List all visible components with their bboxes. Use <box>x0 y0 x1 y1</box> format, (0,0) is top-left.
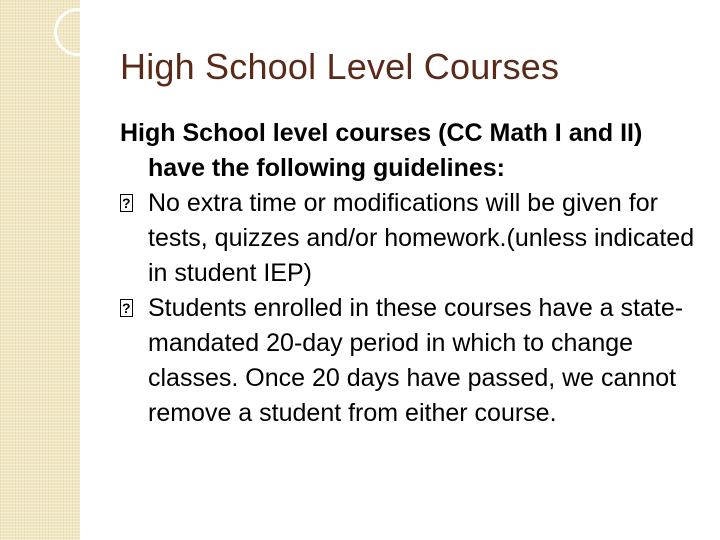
missing-glyph-icon <box>120 291 148 326</box>
slide-title: High School Level Courses <box>120 46 560 87</box>
decorative-circle-ornament <box>54 8 102 56</box>
missing-glyph-icon <box>120 186 148 221</box>
slide-body <box>120 116 705 431</box>
bullet-text: Students enrolled in these courses have a state-mandated 20-day period in which to change classes. Once 20 days have passed, we cannot remove a student from either course. <box>148 294 684 427</box>
bullet-item-2 <box>120 291 705 431</box>
decorative-side-band <box>0 0 80 540</box>
bullet-item-1 <box>120 186 705 291</box>
intro-text: High School level courses (CC Math I and II) have the following guidelines: <box>120 119 643 182</box>
bullet-text: No extra time or modifications will be given for tests, quizzes and/or homework.(unless indicated in student IEP) <box>148 189 695 287</box>
